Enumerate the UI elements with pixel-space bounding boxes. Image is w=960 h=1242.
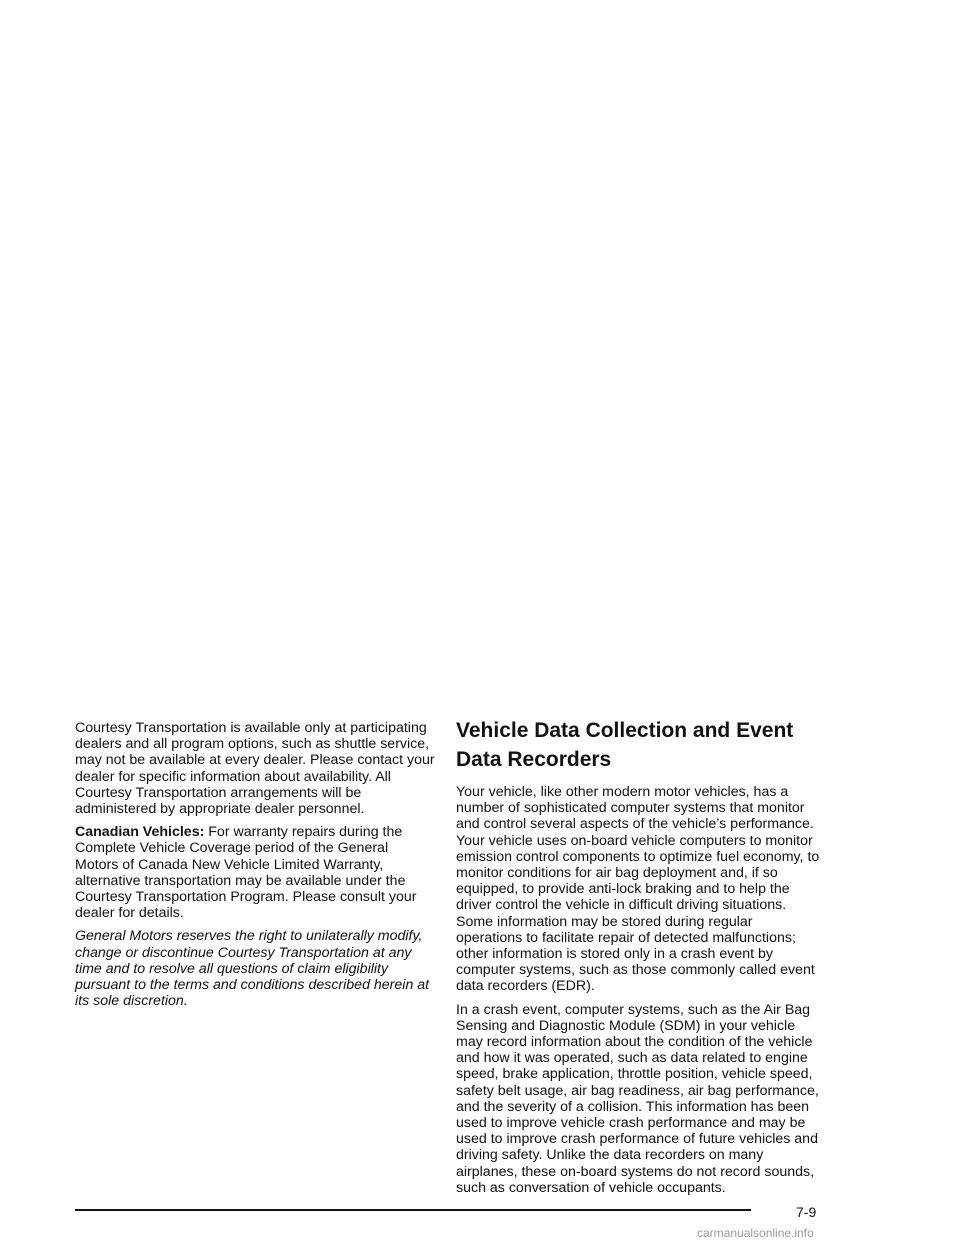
footer-rule (75, 1209, 751, 1211)
left-column (75, 720, 435, 1016)
canadian-vehicles-label: Canadian Vehicles: (75, 824, 205, 841)
canadian-vehicles-text: For warranty repairs during the Complete Vehicle Coverage period of the General Motors of Canada New Vehicle Limited Warranty, alternative transportation may be available under the Courtesy Transportation Program. Please consult your dealer for details. (75, 824, 417, 922)
gm-reserves-paragraph: General Motors reserves the right to unilaterally modify, change or discontinue Courtesy Transportation at any time and to resolve all questions of claim eligibility pursuant to the terms and conditions described herein at its sole discretion. (75, 928, 430, 1010)
vehicle-computers-paragraph: Your vehicle, like other modern motor vehicles, has a number of sophisticated computer systems that monitor and control several aspects of the vehicle’s performance. Your vehicle uses on-board vehicle computers to monitor emission control components to optimize fuel economy, to monitor conditions for air bag deployment and, if so equipped, to provide anti-lock braking and to help the driver control the vehicle in difficult driving situations. Some information may be stored during regular operations to facilitate repair of detected malfunctions; other information is stored only in a crash event by computer systems, such as those commonly called event data recorders (EDR). (456, 784, 820, 995)
crash-event-paragraph: In a crash event, computer systems, such as the Air Bag Sensing and Diagnostic Module (SDM) in your vehicle may record information about the condition of the vehicle and how it was operated, such as data related to engine speed, brake application, throttle position, vehicle speed, safety belt usage, air bag readiness, air bag performance, and the severity of a collision. This information has been used to improve vehicle crash performance and may be used to improve crash performance of future vehicles and driving safety. Unlike the data recorders on many airplanes, these on-board systems do not record sounds, such as conversation of vehicle occupants. (456, 1001, 819, 1196)
canadian-vehicles-paragraph (75, 824, 435, 921)
page-number: 7-9 (796, 1204, 817, 1220)
courtesy-transportation-paragraph: Courtesy Transportation is available only at participating dealers and all program options, such as shuttle service, may not be available at every dealer. Please contact your dealer for specific information about availability. All Courtesy Transportation arrangements will be administered by appropriate dealer personnel. (75, 720, 435, 818)
section-heading: Vehicle Data Collection and Event Data Recorders (456, 719, 794, 771)
right-column (456, 720, 820, 1203)
watermark: carmanualsonline.info (697, 1226, 814, 1240)
